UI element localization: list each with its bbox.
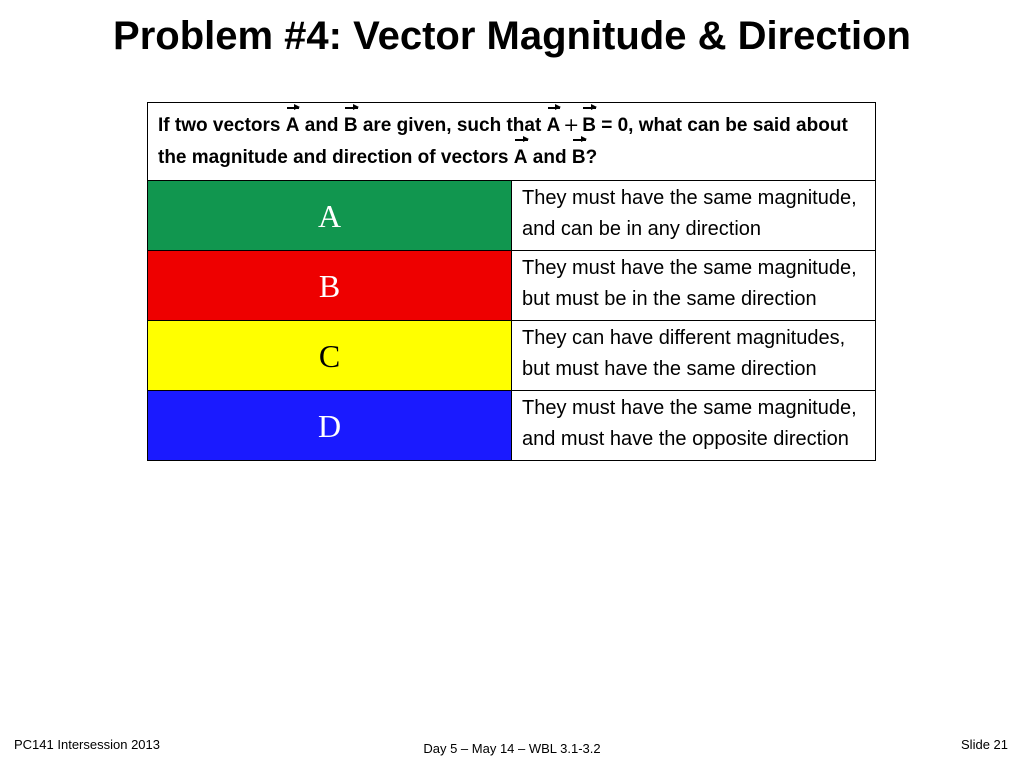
plus-sign: + xyxy=(563,114,580,136)
question-part-1: If two vectors xyxy=(158,115,286,136)
option-text-a[interactable]: They must have the same magnitude, and can be in any direction xyxy=(512,181,876,251)
option-row-d[interactable] xyxy=(148,391,876,461)
question-part-5: and xyxy=(527,147,572,168)
question-part-3: are given, such that xyxy=(357,115,547,136)
question-part-2: and xyxy=(299,115,344,136)
footer-date: Day 5 – May 14 – WBL 3.1-3.2 xyxy=(423,741,601,756)
vector-b-symbol: B xyxy=(344,110,358,142)
option-text-c[interactable]: They can have different magnitudes, but must have the same direction xyxy=(512,321,876,391)
vector-b-symbol: B xyxy=(582,110,596,142)
vector-a-symbol: A xyxy=(547,110,561,142)
footer-course: PC141 Intersession 2013 xyxy=(14,737,160,752)
option-text-b[interactable]: They must have the same magnitude, but must be in the same direction xyxy=(512,251,876,321)
vector-a-symbol: A xyxy=(514,142,528,174)
vector-a-symbol: A xyxy=(286,110,300,142)
option-row-c[interactable] xyxy=(148,321,876,391)
question-part-6: ? xyxy=(585,147,598,168)
option-letter-a[interactable]: A xyxy=(148,181,512,251)
question-table xyxy=(147,102,876,461)
footer-slide-number: Slide 21 xyxy=(961,737,1008,752)
option-letter-b[interactable]: B xyxy=(148,251,512,321)
option-letter-c[interactable]: C xyxy=(148,321,512,391)
question-text xyxy=(148,103,876,181)
vector-b-symbol: B xyxy=(572,142,586,174)
question-part-4: = 0, what can be said about the magnitude and direction of vectors xyxy=(158,115,848,168)
option-row-b[interactable] xyxy=(148,251,876,321)
slide-title: Problem #4: Vector Magnitude & Direction xyxy=(113,14,911,58)
option-letter-d[interactable]: D xyxy=(148,391,512,461)
option-text-d[interactable]: They must have the same magnitude, and must have the opposite direction xyxy=(512,391,876,461)
question-row xyxy=(148,103,876,181)
option-row-a[interactable] xyxy=(148,181,876,251)
